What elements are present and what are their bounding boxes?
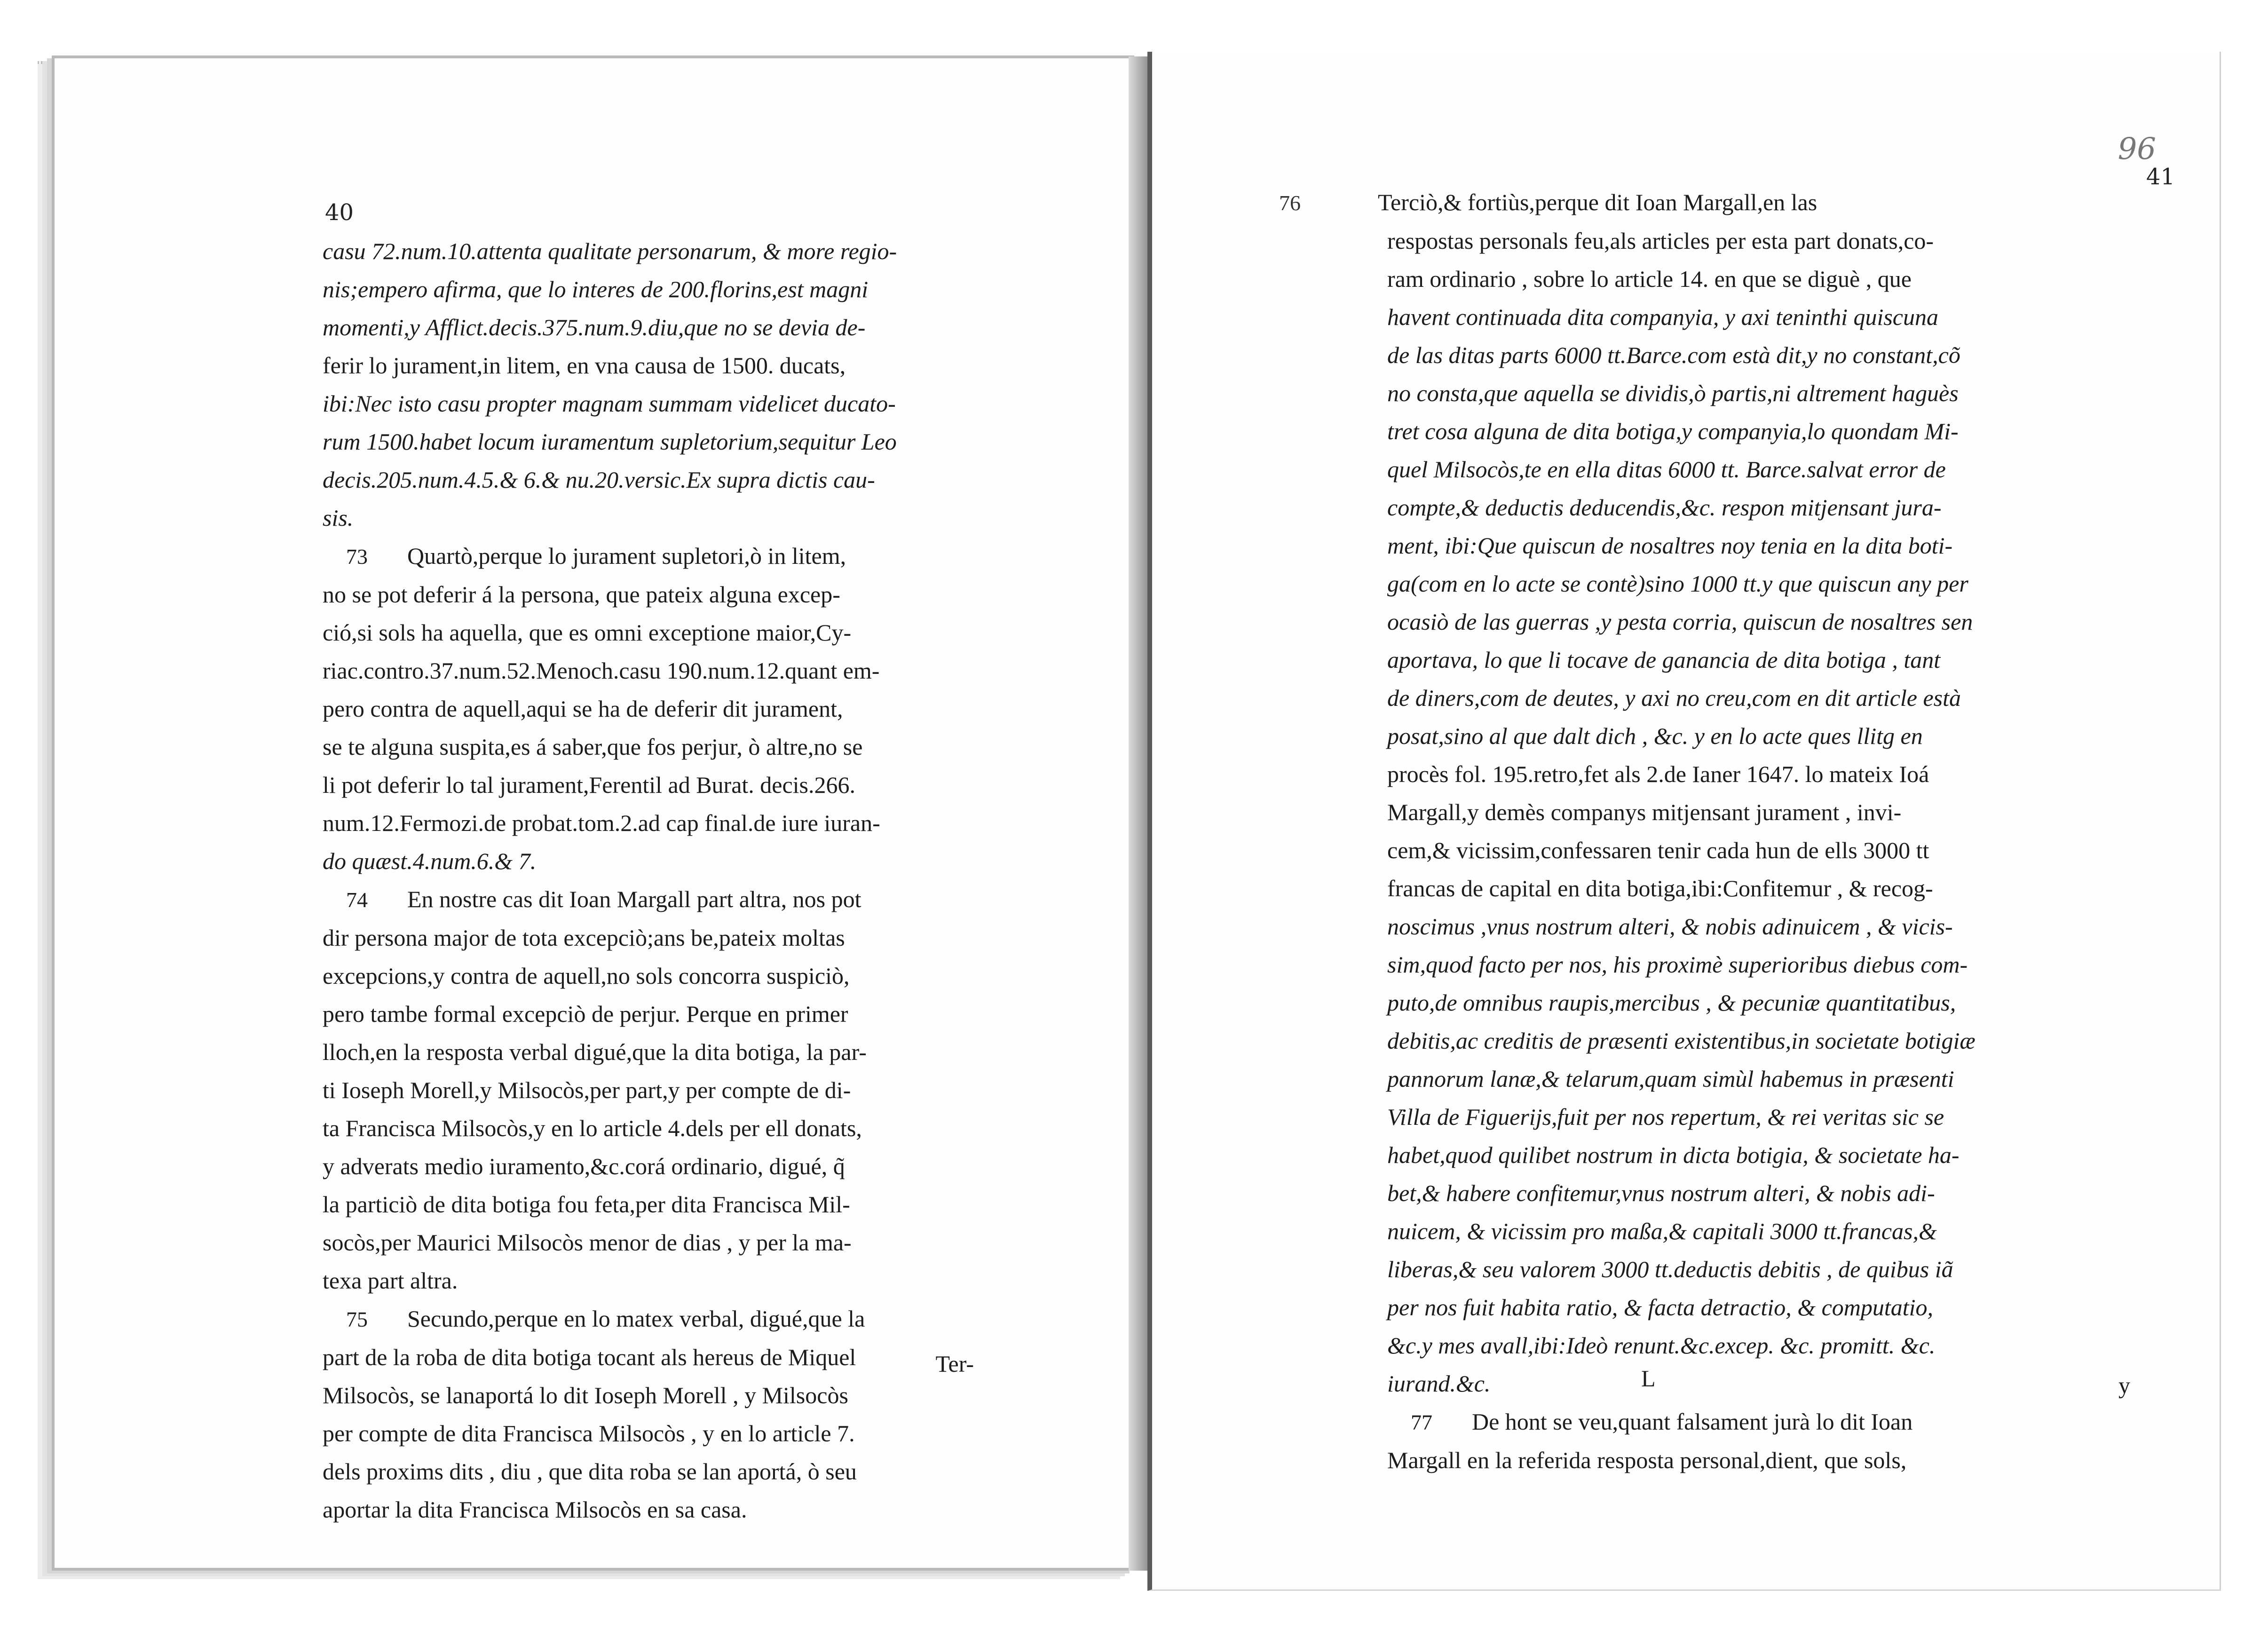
right-text-column xyxy=(1279,183,2140,1479)
line-text: casu 72.num.10.attenta qualitate personarum, & more regio- xyxy=(323,238,897,264)
text-line xyxy=(1387,1288,2140,1327)
line-text: quel Milsocòs,te en ella ditas 6000 tt. Barce.salvat error de xyxy=(1387,456,1946,482)
text-line xyxy=(323,1033,1019,1071)
text-line xyxy=(1387,1327,2140,1365)
line-text: procès fol. 195.retro,fet als 2.de Ianer 1647. lo mateix Ioá xyxy=(1387,761,1929,787)
line-text: Milsocòs, se lanaportá lo dit Ioseph Morell , y Milsocòs xyxy=(323,1382,848,1408)
line-text: socòs,per Maurici Milsocòs menor de dias , y per la ma- xyxy=(323,1229,852,1256)
left-text-column xyxy=(323,232,1019,1529)
text-line xyxy=(323,423,1019,461)
line-text: pero contra de aquell,aqui se ha de deferir dit jurament, xyxy=(323,696,843,722)
text-line xyxy=(1387,946,2140,984)
text-line xyxy=(1387,1250,2140,1288)
line-text: la particiò de dita botiga fou feta,per dita Francisca Mil- xyxy=(323,1191,850,1217)
line-text: ta Francisca Milsocòs,y en lo article 4.dels per ell donats, xyxy=(323,1115,862,1141)
text-line xyxy=(1387,1060,2140,1098)
text-line xyxy=(323,1491,1019,1529)
paragraph-number: 74 xyxy=(346,888,368,912)
folio-mark: 96 xyxy=(2118,132,2156,166)
text-line xyxy=(323,995,1019,1033)
line-text: ferir lo jurament,in litem, en vna causa de 1500. ducats, xyxy=(323,352,846,379)
line-text: debitis,ac creditis de præsenti existentibus,in societate botigiæ xyxy=(1387,1028,1976,1054)
text-line xyxy=(323,1147,1019,1186)
text-line xyxy=(323,1071,1019,1109)
line-text: compte,& deductis deducendis,&c. respon mitjensant jura- xyxy=(1387,494,1942,521)
signature-mark: L xyxy=(1641,1365,1656,1391)
text-line xyxy=(1387,489,2140,527)
line-text: pannorum lanæ,& telarum,quam simùl habemus in præsenti xyxy=(1387,1066,1954,1092)
text-line xyxy=(1279,183,2140,222)
line-text: ment, ibi:Que quiscun de nosaltres noy tenia en la dita boti- xyxy=(1387,532,1953,559)
line-text: nuicem, & vicissim pro maßa,& capitali 3000 tt.francas,& xyxy=(1387,1218,1937,1244)
right-page xyxy=(1147,52,2221,1591)
text-line xyxy=(1387,527,2140,565)
text-line xyxy=(323,537,1019,576)
line-text: momenti,y Afflict.decis.375.num.9.diu,que no se devia de- xyxy=(323,314,866,340)
text-line xyxy=(1387,831,2140,869)
text-line xyxy=(1387,451,2140,489)
text-line xyxy=(323,728,1019,766)
line-text: ram ordinario , sobre lo article 14. en que se diguè , que xyxy=(1387,266,1912,292)
text-line xyxy=(323,919,1019,957)
line-text: &c.y mes avall,ibi:Ideò renunt.&c.excep. &c. promitt. &c. xyxy=(1387,1332,1936,1359)
line-text: de diners,com de deutes, y axi no creu,com en dit article està xyxy=(1387,685,1961,711)
text-line xyxy=(323,880,1019,919)
line-text: dels proxims dits , diu , que dita roba se lan aportá, ò seu xyxy=(323,1458,857,1485)
text-line xyxy=(1387,869,2140,908)
line-text: habet,quod quilibet nostrum in dicta botigia, & societate ha- xyxy=(1387,1142,1960,1168)
line-text: rum 1500.habet locum iuramentum supletorium,sequitur Leo xyxy=(323,428,897,455)
text-line xyxy=(1387,1136,2140,1174)
text-line xyxy=(1387,1365,2140,1403)
text-line xyxy=(323,308,1019,347)
left-page xyxy=(52,55,1134,1571)
text-line xyxy=(323,1415,1019,1453)
text-line xyxy=(323,1109,1019,1147)
line-text: y adverats medio iuramento,&c.corá ordinario, digué, q̃ xyxy=(323,1153,845,1179)
text-line xyxy=(323,1300,1019,1338)
line-text: do quæst.4.num.6.& 7. xyxy=(323,848,537,874)
text-line xyxy=(323,766,1019,804)
line-text: Quartò,perque lo jurament supletori,ò in litem, xyxy=(407,543,846,569)
text-line xyxy=(323,270,1019,308)
text-line xyxy=(323,499,1019,537)
line-text: En nostre cas dit Ioan Margall part altra, nos pot xyxy=(407,886,861,912)
text-line xyxy=(1387,1022,2140,1060)
left-catchword: Ter- xyxy=(935,1351,974,1377)
text-line xyxy=(1387,298,2140,336)
line-text: de las ditas parts 6000 tt.Barce.com està dit,y no constant,cõ xyxy=(1387,342,1960,368)
text-line xyxy=(323,385,1019,423)
line-text: francas de capital en dita botiga,ibi:Confitemur , & recog- xyxy=(1387,875,1933,901)
text-line xyxy=(1387,260,2140,298)
line-text: per nos fuit habita ratio, & facta detractio, & computatio, xyxy=(1387,1294,1934,1320)
text-line xyxy=(1387,1403,2140,1441)
line-text: texa part altra. xyxy=(323,1267,458,1294)
line-text: puto,de omnibus raupis,mercibus , & pecuniæ quantitatibus, xyxy=(1387,989,1956,1016)
line-text: no consta,que aquella se dividis,ò partis,ni altrement haguès xyxy=(1387,380,1959,406)
line-text: liberas,& seu valorem 3000 tt.deductis debitis , de quibus iã xyxy=(1387,1256,1953,1282)
paragraph-number: 73 xyxy=(346,545,368,569)
line-text: riac.contro.37.num.52.Menoch.casu 190.num.12.quant em- xyxy=(323,657,880,684)
line-text: ti Ioseph Morell,y Milsocòs,per part,y per compte de di- xyxy=(323,1077,851,1103)
text-line xyxy=(323,690,1019,728)
line-text: sis. xyxy=(323,505,354,531)
text-line xyxy=(1387,1098,2140,1136)
text-line xyxy=(1387,1212,2140,1250)
line-text: Margall,y demès companys mitjensant jurament , invi- xyxy=(1387,799,1902,825)
text-line xyxy=(1387,908,2140,946)
line-text: ga(com en lo acte se contè)sino 1000 tt.y que quiscun any per xyxy=(1387,570,1968,597)
line-text: ocasiò de las guerras ,y pesta corria, quiscun de nosaltres sen xyxy=(1387,609,1973,635)
line-text: havent continuada dita companyia, y axi teninthi quiscuna xyxy=(1387,304,1938,330)
line-text: tret cosa alguna de dita botiga,y companyia,lo quondam Mi- xyxy=(1387,418,1959,444)
line-text: ció,si sols ha aquella, que es omni exceptione maior,Cy- xyxy=(323,619,852,646)
page-stack-edge xyxy=(38,61,51,1566)
line-text: bet,& habere confitemur,vnus nostrum alteri, & nobis adi- xyxy=(1387,1180,1935,1206)
paragraph-number: 76 xyxy=(1279,191,1301,215)
text-line xyxy=(323,1224,1019,1262)
line-text: li pot deferir lo tal jurament,Ferentil ad Burat. decis.266. xyxy=(323,772,856,798)
text-line xyxy=(1387,641,2140,679)
text-line xyxy=(1387,793,2140,831)
line-text: Villa de Figuerijs,fuit per nos repertum, & rei veritas sic se xyxy=(1387,1104,1944,1130)
text-line xyxy=(1387,717,2140,755)
line-text: Secundo,perque en lo matex verbal, digué,que la xyxy=(407,1305,865,1332)
paragraph-number: 77 xyxy=(1411,1410,1432,1434)
line-text: Margall en la referida resposta personal,dient, que sols, xyxy=(1387,1447,1907,1473)
text-line xyxy=(323,804,1019,842)
line-text: num.12.Fermozi.de probat.tom.2.ad cap final.de iure iuran- xyxy=(323,810,880,836)
right-catchword: y xyxy=(2118,1372,2130,1399)
text-line xyxy=(323,1338,1019,1376)
text-line xyxy=(323,1186,1019,1224)
line-text: Terciò,& fortiùs,perque dit Ioan Margall,en las xyxy=(1378,189,1818,215)
text-line xyxy=(1387,336,2140,374)
text-line xyxy=(1387,412,2140,451)
right-page-number: 41 xyxy=(2146,164,2175,190)
line-text: lloch,en la resposta verbal digué,que la dita botiga, la par- xyxy=(323,1039,867,1065)
line-text: pero tambe formal excepciò de perjur. Perque en primer xyxy=(323,1001,848,1027)
text-line xyxy=(323,652,1019,690)
text-line xyxy=(323,1262,1019,1300)
text-line xyxy=(1387,679,2140,717)
line-text: respostas personals feu,als articles per esta part donats,co- xyxy=(1387,228,1934,254)
line-text: per compte de dita Francisca Milsocòs , y en lo article 7. xyxy=(323,1420,855,1446)
text-line xyxy=(1387,984,2140,1022)
line-text: nis;empero afirma, que lo interes de 200.florins,est magni xyxy=(323,276,869,302)
line-text: De hont se veu,quant falsament jurà lo dit Ioan xyxy=(1472,1408,1913,1435)
text-line xyxy=(323,232,1019,270)
line-text: se te alguna suspita,es á saber,que fos perjur, ò altre,no se xyxy=(323,734,863,760)
text-line xyxy=(323,614,1019,652)
text-line xyxy=(323,1376,1019,1415)
line-text: aportava, lo que li tocave de ganancia de dita botiga , tant xyxy=(1387,647,1941,673)
text-line xyxy=(1387,1441,2140,1479)
line-text: cem,& vicissim,confessaren tenir cada hun de ells 3000 tt xyxy=(1387,837,1929,863)
text-line xyxy=(1387,755,2140,793)
text-line xyxy=(1387,222,2140,260)
line-text: decis.205.num.4.5.& 6.& nu.20.versic.Ex supra dictis cau- xyxy=(323,466,875,493)
line-text: no se pot deferir á la persona, que pateix alguna excep- xyxy=(323,581,840,608)
text-line xyxy=(323,576,1019,614)
text-line xyxy=(323,461,1019,499)
text-line xyxy=(1387,565,2140,603)
line-text: iurand.&c. xyxy=(1387,1370,1491,1397)
text-line xyxy=(1387,603,2140,641)
line-text: part de la roba de dita botiga tocant als hereus de Miquel xyxy=(323,1344,856,1370)
text-line xyxy=(323,957,1019,995)
text-line xyxy=(1387,1174,2140,1212)
line-text: sim,quod facto per nos, his proximè superioribus diebus com- xyxy=(1387,951,1968,978)
line-text: excepcions,y contra de aquell,no sols concorra suspiciò, xyxy=(323,963,850,989)
text-line xyxy=(323,1453,1019,1491)
line-text: posat,sino al que dalt dich , &c. y en lo acte ques llitg en xyxy=(1387,723,1923,749)
line-text: aportar la dita Francisca Milsocòs en sa casa. xyxy=(323,1496,747,1523)
paragraph-number: 75 xyxy=(346,1307,368,1331)
line-text: ibi:Nec isto casu propter magnam summam videlicet ducato- xyxy=(323,390,896,417)
text-line xyxy=(323,842,1019,880)
text-line xyxy=(1387,374,2140,412)
text-line xyxy=(323,347,1019,385)
line-text: noscimus ,vnus nostrum alteri, & nobis adinuicem , & vicis- xyxy=(1387,913,1953,940)
line-text: dir persona major de tota excepciò;ans be,pateix moltas xyxy=(323,925,845,951)
left-page-number: 40 xyxy=(325,199,354,226)
